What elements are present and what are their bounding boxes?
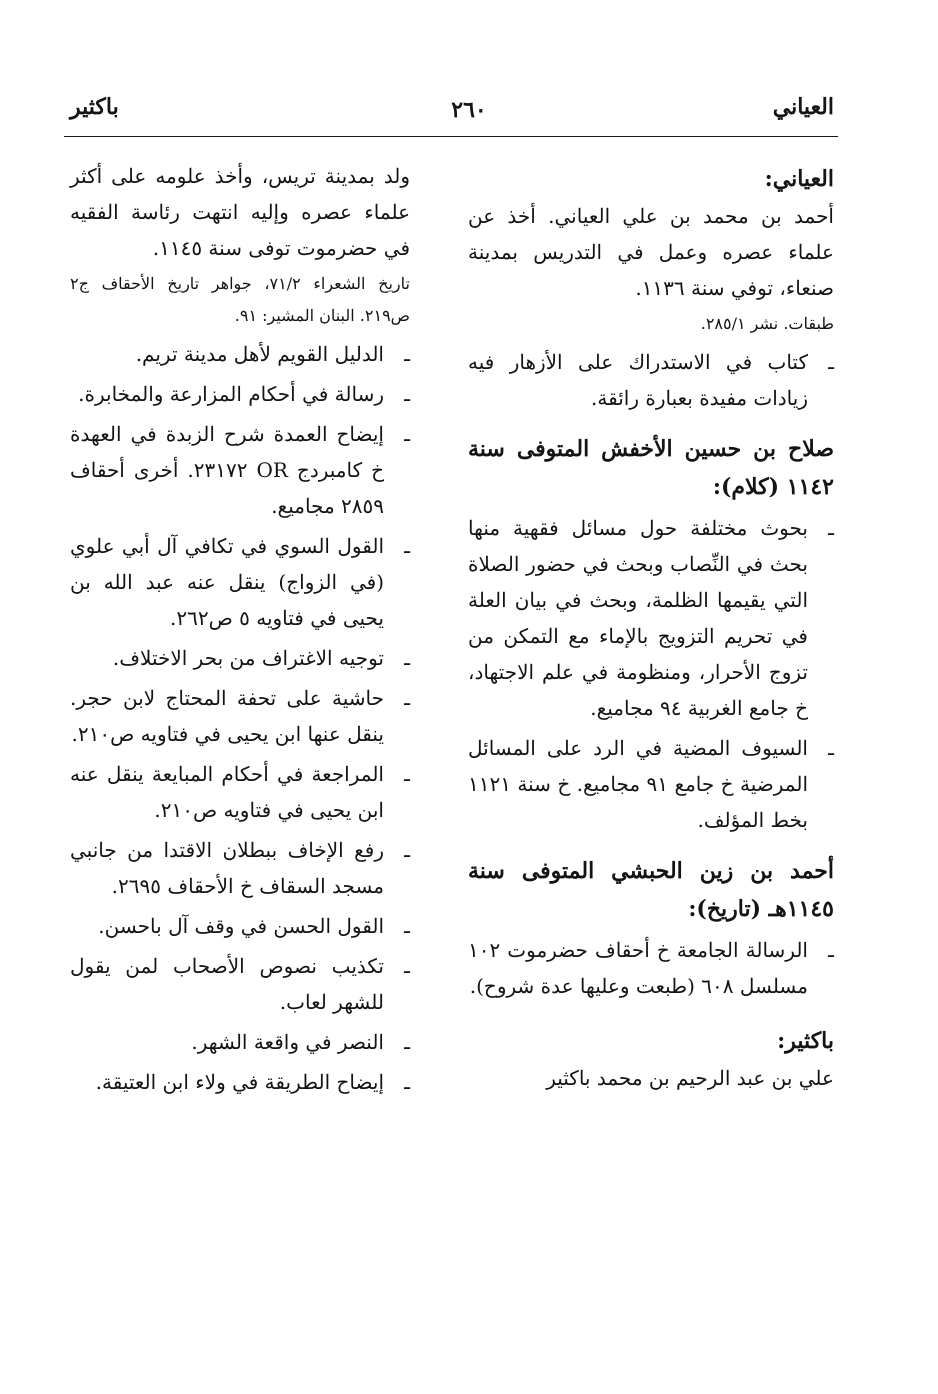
- list-dash: ـ: [404, 762, 410, 786]
- list-item-text: إيضاح العمدة شرح الزبدة في العهدة خ كامبردج OR ٢٣١٧٢. أخرى أحقاف ٢٨٥٩ مجاميع.: [70, 422, 385, 518]
- list-item-text: تكذيب نصوص الأصحاب لمن يقول للشهر لعاب.: [70, 954, 384, 1014]
- list-dash: ـ: [404, 838, 410, 862]
- list-dash: ـ: [404, 686, 410, 710]
- list-dash: ـ: [828, 350, 834, 374]
- list-dash: ـ: [404, 954, 410, 978]
- entry-heading-bakathir: باكثير:: [777, 1028, 834, 1054]
- list-dash: ـ: [828, 516, 834, 540]
- list-item: [70, 756, 410, 828]
- list-item: [70, 832, 410, 904]
- list-item: [70, 376, 410, 412]
- list-dash: ـ: [404, 342, 410, 366]
- list-item: [70, 1064, 410, 1100]
- list-item-text: القول السوي في تكافي آل أبي علوي (في الزواج) ينقل عنه عبد الله بن يحيى في فتاويه ٥ ص٢٦٢.: [70, 534, 384, 630]
- list-item: [70, 416, 410, 524]
- list-item: [70, 1024, 410, 1060]
- list-item-text: توجيه الاغتراف من بحر الاختلاف.: [112, 646, 384, 670]
- running-header-left: باكثير: [70, 94, 119, 120]
- list-item: [468, 344, 834, 416]
- list-item-text: المراجعة في أحكام المبايعة ينقل عنه ابن يحيى في فتاويه ص٢١٠.: [70, 762, 384, 822]
- running-header-right: العياني: [772, 94, 834, 120]
- list-item: [70, 948, 410, 1020]
- list-item-text: رسالة في أحكام المزارعة والمخابرة.: [78, 382, 384, 406]
- list-item: [70, 336, 410, 372]
- bio-paragraph: أحمد بن محمد بن علي العياني. أخذ عن علماء عصره وعمل في التدريس بمدينة صنعاء، توفي سنة ١١٣٦.: [468, 204, 834, 300]
- list-dash: ـ: [828, 938, 834, 962]
- list-item-text: بحوث مختلفة حول مسائل فقهية منها بحث في النِّصاب وبحث في حضور الصلاة التي يقيمها الظلمة، وبحث في بيان العلة في تحريم التزويج بالإماء مع التمكن من تزوج الأحرار، ومنظومة في علم الاجتهاد، خ جامع الغربية ٩٤ مجاميع.: [468, 516, 808, 720]
- header-rule: [64, 136, 838, 137]
- list-item-text: الرسالة الجامعة خ أحقاف حضرموت ١٠٢ مسلسل ٦٠٨ (طبعت وعليها عدة شروح).: [468, 938, 808, 998]
- list-item: [70, 680, 410, 752]
- list-dash: ـ: [404, 1030, 410, 1054]
- list-item-text: كتاب في الاستدراك على الأزهار فيه زيادات مفيدة بعبارة رائقة.: [468, 350, 808, 410]
- list-dash: ـ: [404, 422, 410, 446]
- list-dash: ـ: [404, 1070, 410, 1094]
- bio-paragraph: ولد بمدينة تريس، وأخذ علومه على أكثر علماء عصره وإليه انتهت رئاسة الفقيه في حضرموت توفى سنة ١١٤٥.: [70, 164, 410, 260]
- list-dash: ـ: [828, 736, 834, 760]
- list-item: [70, 528, 410, 636]
- list-item-text: إيضاح الطريقة في ولاء ابن العتيقة.: [95, 1070, 384, 1094]
- list-dash: ـ: [404, 914, 410, 938]
- list-item-text: النصر في واقعة الشهر.: [191, 1030, 384, 1054]
- page-number: ٢٦٠: [451, 97, 487, 123]
- works-list: [468, 344, 834, 416]
- works-list: [70, 336, 410, 1100]
- source-note: طبقات. نشر ٢٨٥/١.: [700, 314, 834, 333]
- list-item-text: رفع الإخاف ببطلان الاقتدا من جانبي مسجد السقاف خ الأحقاف ٢٦٩٥.: [70, 838, 384, 898]
- works-list: [468, 932, 834, 1004]
- bio-paragraph: علي بن عبد الرحيم بن محمد باكثير: [546, 1066, 834, 1090]
- list-item-text: القول الحسن في وقف آل باحسن.: [98, 914, 384, 938]
- source-note: تاريخ الشعراء ٧١/٢، جواهر تاريخ الأحقاف ج٢ ص٢١٩. البنان المشير: ٩١.: [70, 274, 410, 325]
- left-column: [70, 158, 410, 1104]
- list-item-text: السيوف المضية في الرد على المسائل المرضية خ جامع ٩١ مجاميع. خ سنة ١١٢١ بخط المؤلف.: [468, 736, 808, 832]
- right-column: [468, 158, 834, 1096]
- list-item-text: الدليل القويم لأهل مدينة تريم.: [135, 342, 384, 366]
- list-item: [468, 510, 834, 726]
- list-item: [70, 908, 410, 944]
- works-list: [468, 510, 834, 838]
- list-item: [468, 730, 834, 838]
- entry-heading-habashi: أحمد بن زين الحبشي المتوفى سنة ١١٤٥هـ (تاريخ):: [468, 858, 834, 922]
- list-dash: ـ: [404, 534, 410, 558]
- entry-heading-ayani: العياني:: [764, 166, 834, 192]
- entry-heading-akhfash: صلاح بن حسين الأخفش المتوفى سنة ١١٤٢ (كلام):: [468, 436, 834, 500]
- list-dash: ـ: [404, 646, 410, 670]
- list-item-text: حاشية على تحفة المحتاج لابن حجر. ينقل عنها ابن يحيى في فتاويه ص٢١٠.: [70, 686, 384, 746]
- list-item: [70, 640, 410, 676]
- list-dash: ـ: [404, 382, 410, 406]
- list-item: [468, 932, 834, 1004]
